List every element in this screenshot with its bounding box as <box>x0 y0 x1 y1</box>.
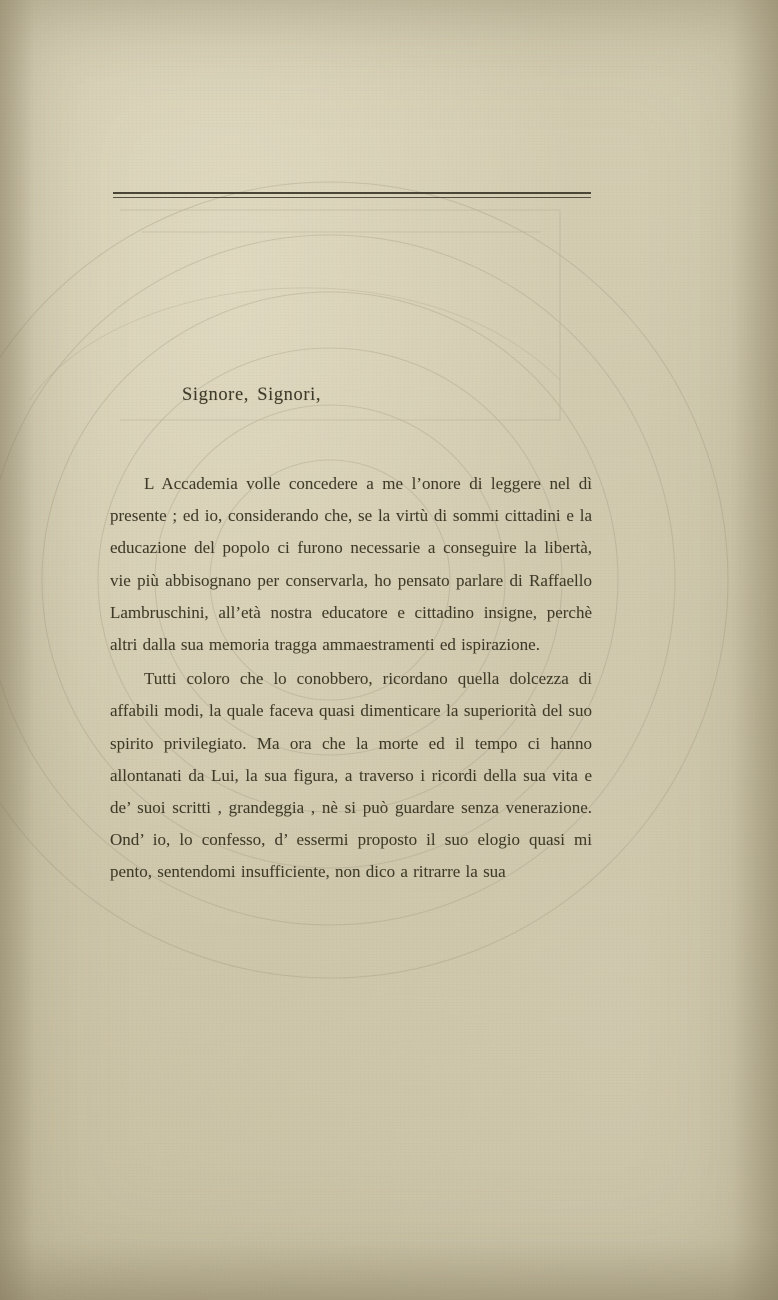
page-edge-left <box>0 0 34 1300</box>
header-double-rule <box>113 192 591 199</box>
paragraph-1: L Accademia volle concedere a me l’onore di leggere nel dì presente ; ed io, considerando che, se la virtù di sommi cittadini e la educazione del popolo ci furono necessarie a conseguire la libertà, vie più abbisognano per conservarla, ho pensato parlare di Raffaello Lambruschini, all’età nostra educatore e cittadino insigne, perchè altri dalla sua memoria tragga ammaestramenti ed ispirazione. <box>110 474 592 655</box>
page-edge-bottom <box>0 1240 778 1300</box>
page-edge-right <box>732 0 778 1300</box>
rule-line-thick <box>113 192 591 194</box>
rule-line-thin <box>113 197 591 198</box>
paragraph-2: Tutti coloro che lo conobbero, ricordano quella dolcezza di affabili modi, la quale faceva quasi dimenticare la superiorità del suo spirito privilegiato. Ma ora che la morte ed il tempo ci hanno allontanati da Lui, la sua figura, a traverso i ricordi della sua vita e de’ suoi scritti , grandeggia , nè si può guardare senza venerazione. Ond’ io, lo confesso, d’ essermi proposto il suo elogio quasi mi pento, sentendomi insufficiente, non dico a ritrarre la sua <box>110 669 592 882</box>
salutation: Signore, Signori, <box>182 385 322 405</box>
text-block <box>110 385 592 891</box>
